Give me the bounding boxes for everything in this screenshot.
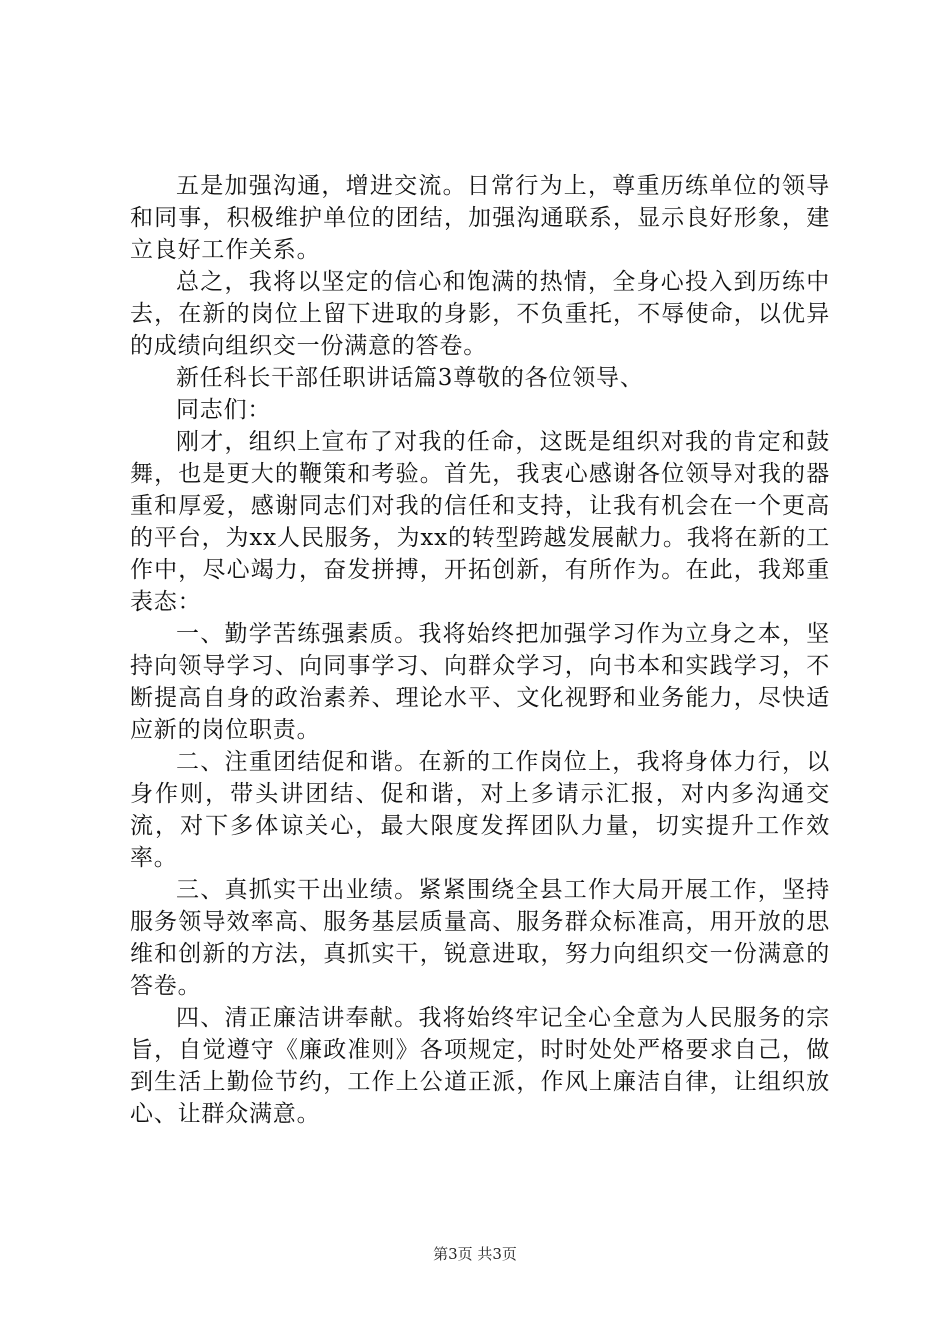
paragraph-point-3: 三、真抓实干出业绩。紧紧围绕全县工作大局开展工作，坚持服务领导效率高、服务基层质量高、服务群众标准高，用开放的思维和创新的方法，真抓实干，锐意进取，努力向组织交一份满意的答卷。 <box>130 877 830 999</box>
document-body <box>130 170 830 1130</box>
page-number-footer: 第3页 共3页 <box>433 1245 517 1263</box>
paragraph-point-2: 二、注重团结促和谐。在新的工作岗位上，我将身体力行，以身作则，带头讲团结、促和谐，对上多请示汇报，对内多沟通交流，对下多体谅关心，最大限度发挥团队力量，切实提升工作效率。 <box>130 749 830 871</box>
paragraph-salutation: 同志们： <box>176 397 272 423</box>
paragraph-communication: 五是加强沟通，增进交流。日常行为上，尊重历练单位的领导和同事，积极维护单位的团结，加强沟通联系，显示良好形象，建立良好工作关系。 <box>130 173 830 263</box>
paragraph-summary: 总之，我将以坚定的信心和饱满的热情，全身心投入到历练中去，在新的岗位上留下进取的身影，不负重托，不辱使命，以优异的成绩向组织交一份满意的答卷。 <box>130 269 830 359</box>
paragraph-intro: 刚才，组织上宣布了对我的任命，这既是组织对我的肯定和鼓舞，也是更大的鞭策和考验。首先，我衷心感谢各位领导对我的器重和厚爱，感谢同志们对我的信任和支持，让我有机会在一个更高的平台，为xx人民服务，为xx的转型跨越发展献力。我将在新的工作中，尽心竭力，奋发拼搏，开拓创新，有所作为。在此，我郑重表态： <box>130 429 830 615</box>
paragraph-point-4: 四、清正廉洁讲奉献。我将始终牢记全心全意为人民服务的宗旨，自觉遵守《廉政准则》各项规定，时时处处严格要求自己，做到生活上勤俭节约，工作上公道正派，作风上廉洁自律，让组织放心、让群众满意。 <box>130 1005 830 1127</box>
paragraph-section-title: 新任科长干部任职讲话篇3尊敬的各位领导、 <box>176 365 644 391</box>
paragraph-point-1: 一、勤学苦练强素质。我将始终把加强学习作为立身之本，坚持向领导学习、向同事学习、向群众学习，向书本和实践学习，不断提高自身的政治素养、理论水平、文化视野和业务能力，尽快适应新的岗位职责。 <box>130 621 830 743</box>
